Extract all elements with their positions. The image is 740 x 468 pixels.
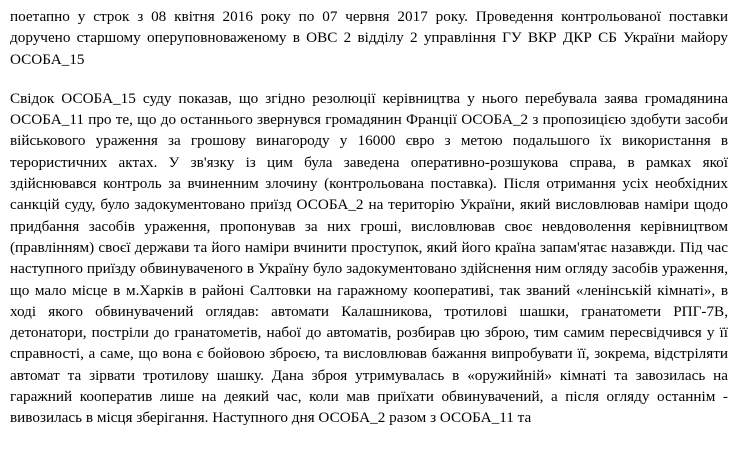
paragraph-testimony: Свідок ОСОБА_15 суду показав, що згідно резолюції керівництва у нього перебувала заява громадянина ОСОБА_11 про те, що до останнього звернувся громадянин Франції ОСОБА_2 з пропозицією здобути засоби військового ураження за грошову винагороду у 16000 євро з метою подальшого їх використання в терористичних актах. У зв'язку із цим була заведена оперативно-розшукова справа, в рамках якої здійснювався контроль за вчиненним злочину (контрольована поставка). Після отримання усіх необхідних санкцій суду, було задокументовано приїзд ОСОБА_2 на територію України, який висловлював наміри щодо придбання засобів ураження, пропонував за них гроші, висловлював своє невдоволення керівництвом (правлінням) своєї держави та його наміри вчинити проступок, який його країна запам'ятає назавжди. Під час наступного приїзду обвинуваченого в Україну було задокументовано здійснення ним огляду засобів ураження, що мало місце в м.Харків в районі Салтовки на гаражному кооперативі, так званий «ленінській кімнаті», в ході якого обвинувачений оглядав: автомати Калашникова, тротилові шашки, гранатомети РПГ-7В, детонатори, постріли до гранатометів, набої до автоматів, розбирав цю зброю, тим самим пересвідчився у її справності, а саме, що вона є бойовою зброєю, та висловлював бажання випробувати її, зокрема, відстріляти автомат та зірвати тротилову шашку. Дана зброя утримувалась в «оружийній» кімнаті та завозилась на гаражний кооператив лише на деякий час, коли мав приїхати обвинувачений, а після огляду останнім - вивозилась в місця зберігання. Наступного дня ОСОБА_2 разом з ОСОБА_11 та (10, 89, 728, 427)
paragraph-continued-top: поетапно у строк з 08 квітня 2016 року по 07 червня 2017 року. Проведення контрольованої поставки доручено старшому оперуповноваженому в ОВС 2 відділу 2 управління ГУ ВКР ДКР СБ України майору ОСОБА_15 (10, 8, 728, 68)
